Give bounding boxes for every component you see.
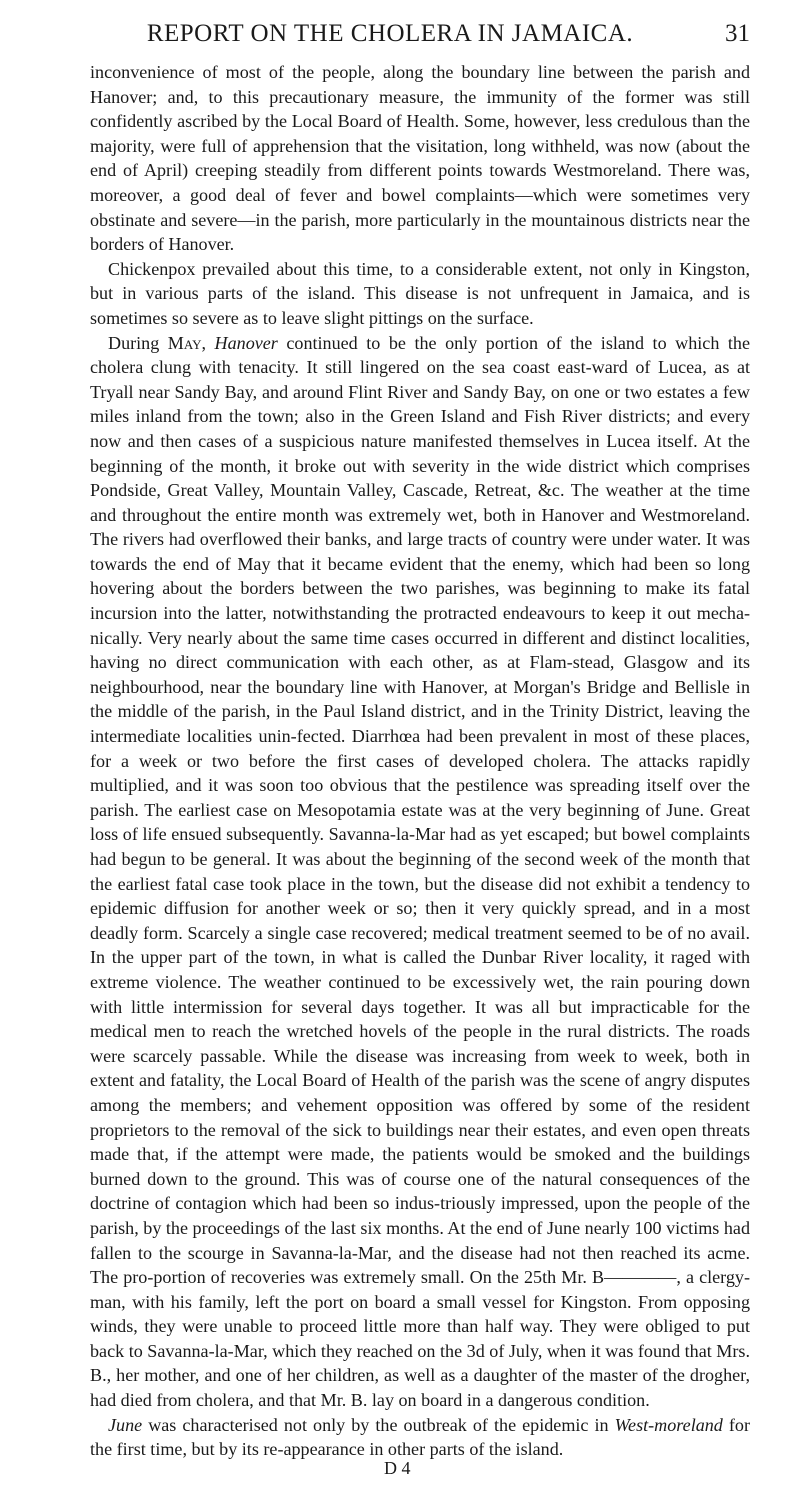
paragraph-2: Chickenpox prevailed about this time, to a considerable extent, not only in Kingston, but in various parts of the island. This disease is not unfrequent in Jamaica, and is sometimes so severe as to leave slight pittings on the surface. bbox=[90, 258, 750, 328]
paragraph-3-sep: , bbox=[201, 332, 215, 353]
paragraph-3 bbox=[90, 331, 750, 1413]
page-number: 31 bbox=[725, 20, 750, 47]
signature-mark: D 4 bbox=[384, 1458, 411, 1478]
month-may: May bbox=[167, 332, 202, 353]
paragraph-3-lead: During bbox=[108, 332, 168, 353]
place-hanover: Hanover bbox=[214, 332, 278, 353]
paragraph-1: inconvenience of most of the people, along the boundary line between the parish and Hanover; and, to this precautionary measure, the immunity of the former was still confidently ascribed by the Local Board of Health. Some, however, less credulous than the majority, were full of apprehension that the visitation, long withheld, was now (about the end of April) creeping steadily from different points towards Westmoreland. There was, moreover, a good deal of fever and bowel complaints—which were sometimes very obstinate and severe—in the parish, more particularly in the mountainous districts near the borders of Hanover. bbox=[90, 62, 750, 255]
place-westmoreland: West-moreland bbox=[614, 1414, 723, 1435]
body-text bbox=[90, 60, 750, 1462]
paragraph-4-mid: was characterised not only by the outbreak of the epidemic in bbox=[142, 1414, 615, 1435]
paragraph-4-text: for the first time, but by its re-appearance in other parts of the island. bbox=[90, 1414, 751, 1460]
paragraph-3-text: continued to be the only portion of the island to which the cholera clung with tenacity. It still lingered on the sea coast east-ward of Lucea, as at Tryall near Sandy Bay, and around Flint River and Sandy Bay, on one or two estates a few miles inland from the town; also in the Green Island and Fish River districts; and every now and then cases of a suspicious nature manifested themselves in Lucea itself. At the beginning of the month, it broke out with severity in the wide district which comprises Pondside, Great Valley, Mountain Valley, Cascade, Retreat, &c. The weather at the time and throughout the entire month was extremely wet, both in Hanover and Westmoreland. The rivers had overflowed their banks, and large tracts of country were under water. It was towards the end of May that it became evident that the enemy, which had been so long hovering about the borders between the two parishes, was beginning to make its fatal incursion into the latter, notwithstanding the protracted endeavours to keep it out mecha-nically. Very nearly about the same time cases occurred in different and distinct localities, having no direct communication with each other, as at Flam-stead, Glasgow and its neighbourhood, near the boundary line with Hanover, at Morgan's Bridge and Bellisle in the middle of the parish, in the Paul Island district, and in the Trinity District, leaving the intermediate localities unin-fected. Diarrhœa had been prevalent in most of these places, for a week or two before the first cases of developed cholera. The attacks rapidly multiplied, and it was soon too obvious that the pestilence was spreading itself over the parish. The earliest case on Mesopotamia estate was at the very beginning of June. Great loss of life ensued subsequently. Savanna-la-Mar had as yet escaped; but bowel complaints had begun to be general. It was about the beginning of the second week of the month that the earliest fatal case took place in the town, but the disease did not exhibit a tendency to epidemic diffusion for another week or so; then it very quickly spread, and in a most deadly form. Scarcely a single case recovered; medical treatment seemed to be of no avail. In the upper part of the town, in what is called the Dunbar River locality, it raged with extreme violence. The weather continued to be excessively wet, the rain pouring down with little intermission for several days together. It was all but impracticable for the medical men to reach the wretched hovels of the people in the rural districts. The roads were scarcely passable. While the disease was increasing from week to week, both in extent and fatality, the Local Board of Health of the parish was the scene of angry disputes among the members; and vehement opposition was offered by some of the resident proprietors to the removal of the sick to buildings near their estates, and even open threats made that, if the attempt were made, the patients would be smoked and the buildings burned down to the ground. This was of course one of the natural consequences of the doctrine of contagion which had been so indus-triously impressed, upon the people of the parish, by the proceedings of the last six months. At the end of June nearly 100 victims had fallen to the scourge in Savanna-la-Mar, and the disease had not then reached its acme. The pro-portion of recoveries was extremely small. On the 25th Mr. B————, a clergy-man, with his family, left the port on board a small vessel for Kingston. From opposing winds, they were unable to proceed little more than half way. They were obliged to put back to Savanna-la-Mar, which they reached on the 3d of July, when it was found that Mrs. B., her mother, and one of her children, as well as a daughter of the master of the drogher, had died from cholera, and that Mr. B. lay on board in a dangerous condition. bbox=[90, 332, 751, 1411]
running-title: REPORT ON THE CHOLERA IN JAMAICA. bbox=[146, 20, 634, 47]
month-june: June bbox=[108, 1414, 143, 1435]
paragraph-4 bbox=[90, 1413, 750, 1462]
page-header bbox=[90, 20, 750, 54]
